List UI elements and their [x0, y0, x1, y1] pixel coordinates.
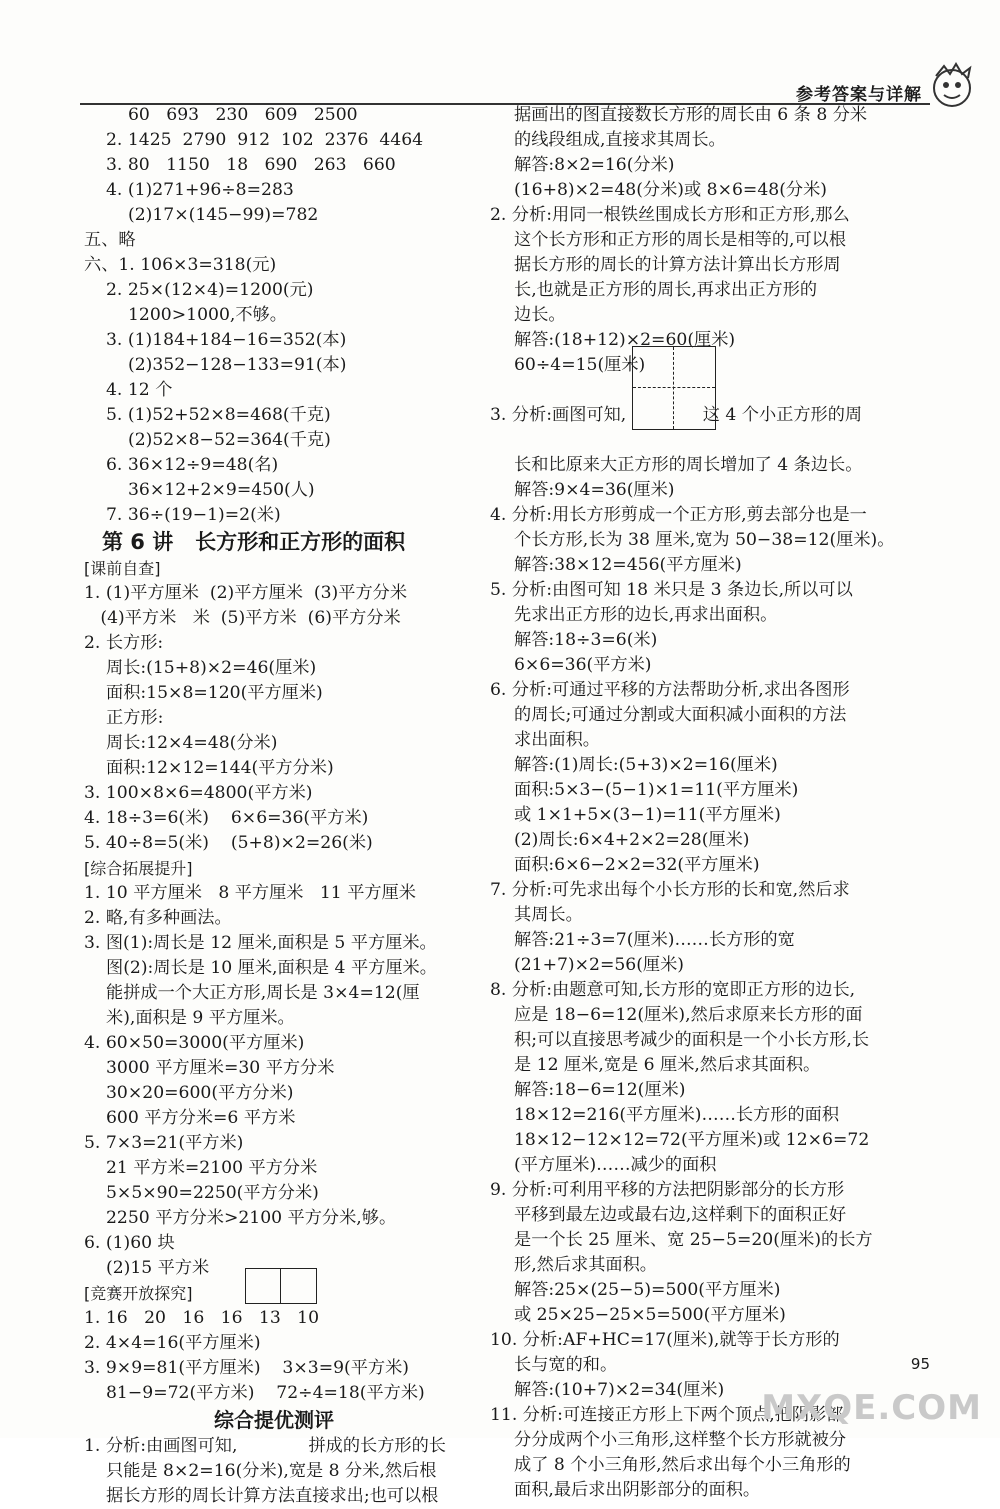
right-column-line: 解答:(10+7)×2=34(厘米)	[514, 1380, 725, 1400]
right-column-line: 形,然后求其面积。	[514, 1255, 657, 1275]
left-column-line: 面积:12×12=144(平方分米)	[106, 758, 334, 778]
right-column-line: 是一个长 25 厘米、宽 25−5=20(厘米)的长方	[514, 1230, 873, 1250]
right-column-line: 解答:9×4=36(厘米)	[514, 480, 675, 500]
left-column-line: 3. 80 1150 18 690 263 660	[106, 155, 396, 175]
right-column-line: 长与宽的和。	[514, 1355, 618, 1375]
right-column-line: 成了 8 个小三角形,然后求出每个小三角形的	[514, 1455, 851, 1475]
left-column-line: 2. 4×4=16(平方厘米)	[84, 1333, 261, 1353]
left-column-line: 米),面积是 9 平方厘米。	[106, 1008, 295, 1028]
left-column-line: 5. 7×3=21(平方米)	[84, 1133, 244, 1153]
right-column-line: 9. 分析:可利用平移的方法把阴影部分的长方形	[490, 1180, 845, 1200]
right-column-line: 18×12−12×12=72(平方厘米)或 12×6=72	[514, 1130, 870, 1150]
left-column-line: [课前自查]	[84, 559, 161, 578]
right-column-line: 2. 分析:用同一根铁丝围成长方形和正方形,那么	[490, 205, 850, 225]
left-column-line: 1. (1)平方厘米 (2)平方厘米 (3)平方分米	[84, 583, 408, 603]
left-column-line: 3. 9×9=81(平方厘米) 3×3=9(平方米)	[84, 1358, 410, 1378]
left-column-line: 5. (1)52+52×8=468(千克)	[106, 405, 331, 425]
left-column-line: 2. 长方形:	[84, 633, 164, 653]
left-column-line: 81−9=72(平方米) 72÷4=18(平方米)	[106, 1383, 425, 1403]
right-column-line: 解答:8×2=16(分米)	[514, 155, 675, 175]
left-column-line: (4)平方米 米 (5)平方米 (6)平方分米	[84, 608, 401, 628]
left-column-line: 1200>1000,不够。	[128, 305, 287, 325]
left-column-line: 5×5×90=2250(平方分米)	[106, 1183, 319, 1203]
right-column-line: 18×12=216(平方厘米)……长方形的面积	[514, 1105, 840, 1125]
right-column-line: 10. 分析:AF+HC=17(厘米),就等于长方形的	[490, 1330, 840, 1350]
left-column-line: 30×20=600(平方分米)	[106, 1083, 294, 1103]
left-column-line: 7. 36÷(19−1)=2(米)	[106, 505, 281, 525]
right-column-line: 的周长;可通过分割或大面积减小面积的方法	[514, 705, 847, 725]
right-column-line: 7. 分析:可先求出每个小长方形的长和宽,然后求	[490, 880, 850, 900]
right-column-line: 解答:(1)周长:(5+3)×2=16(厘米)	[514, 755, 778, 775]
right-column-line: 60÷4=15(厘米)	[514, 355, 646, 375]
right-column-line: 据画出的图直接数长方形的周长由 6 条 8 分米	[514, 105, 868, 125]
header-title: 参考答案与详解	[796, 85, 922, 105]
right-column-line: 积;可以直接思考减少的面积是一个小长方形,长	[514, 1030, 870, 1050]
left-column-line: 5. 40÷8=5(米) (5+8)×2=26(米)	[84, 833, 373, 853]
left-column-line: 1. 10 平方厘米 8 平方厘米 11 平方厘米	[84, 883, 416, 903]
left-column-line: 4. 18÷3=6(米) 6×6=36(平方米)	[84, 808, 369, 828]
left-column-line: 六、1. 106×3=318(元)	[84, 255, 277, 275]
right-column-line: (2)周长:6×4+2×2=28(厘米)	[514, 830, 750, 850]
left-column-line: 36×12+2×9=450(人)	[128, 480, 315, 500]
left-column-line: 综合提优测评	[214, 1408, 334, 1432]
right-column-line: 面积:6×6−2×2=32(平方厘米)	[514, 855, 760, 875]
watermark: MXQE.COM	[761, 1388, 982, 1428]
right-column-line: (16+8)×2=48(分米)或 8×6=48(分米)	[514, 180, 827, 200]
right-column-line: 分分成两个小三角形,这样整个长方形就被分	[514, 1430, 847, 1450]
left-column-line: 周长:12×4=48(分米)	[106, 733, 278, 753]
mascot-icon	[924, 58, 980, 114]
left-column-line: 周长:(15+8)×2=46(厘米)	[106, 658, 317, 678]
left-column-line: 60 693 230 609 2500	[128, 105, 358, 125]
right-column-line: 5. 分析:由图可知 18 米只是 3 条边长,所以可以	[490, 580, 853, 600]
right-column-line: 面积:5×3−(5−1)×1=11(平方厘米)	[514, 780, 799, 800]
left-column-line: (2)52×8−52=364(千克)	[128, 430, 331, 450]
left-column-line: 面积:15×8=120(平方厘米)	[106, 683, 323, 703]
right-column-line: 其周长。	[514, 905, 583, 925]
left-column-line: 3000 平方厘米=30 平方分米	[106, 1058, 335, 1078]
left-column-line: 4. 12 个	[106, 380, 173, 400]
left-column-line: 五、略	[84, 230, 136, 250]
left-column-line: 图(2):周长是 10 厘米,面积是 4 平方厘米。	[106, 958, 437, 978]
left-column-line: (2)15 平方米	[106, 1258, 210, 1278]
left-column-line: 能拼成一个大正方形,周长是 3×4=12(厘	[106, 983, 420, 1003]
right-column-line: 先求出正方形的边长,再求出面积。	[514, 605, 778, 625]
left-column-line: 21 平方米=2100 平方分米	[106, 1158, 318, 1178]
right-column-line: 面积,最后求出阴影部分的面积。	[514, 1480, 761, 1500]
right-column-line: 11. 分析:可连接正方形上下两个顶点,把阴影部	[490, 1405, 844, 1425]
right-column-line: 的线段组成,直接求其周长。	[514, 130, 726, 150]
left-column-line: 4. (1)271+96÷8=283	[106, 180, 294, 200]
left-column-line: 3. 图(1):周长是 12 厘米,面积是 5 平方厘米。	[84, 933, 437, 953]
right-column-line: 4. 分析:用长方形剪成一个正方形,剪去部分也是一	[490, 505, 867, 525]
right-column-line	[490, 428, 895, 453]
four-square-figure	[632, 346, 716, 430]
left-column-line: [综合拓展提升]	[84, 859, 193, 878]
left-column-line: 6. 36×12÷9=48(名)	[106, 455, 279, 475]
left-column-line: 1. 16 20 16 16 13 10	[84, 1308, 320, 1328]
two-square-rectangle-figure	[245, 1268, 317, 1304]
right-column-line: 长,也就是正方形的周长,再求出正方形的	[514, 280, 818, 300]
right-column-line: (平方厘米)……减少的面积	[514, 1155, 717, 1175]
right-column-line: 6. 分析:可通过平移的方法帮助分析,求出各图形	[490, 680, 850, 700]
right-column-line: (21+7)×2=56(厘米)	[514, 955, 685, 975]
left-column-line: [竞赛开放探究]	[84, 1284, 193, 1303]
right-column	[490, 103, 895, 1503]
left-column-line: 据长方形的周长计算方法直接求出;也可以根	[106, 1486, 439, 1506]
right-column-line: 解答:18−6=12(厘米)	[514, 1080, 686, 1100]
right-column-line: 8. 分析:由题意可知,长方形的宽即正方形的边长,	[490, 980, 856, 1000]
left-column-line: 正方形:	[106, 708, 164, 728]
right-column-line: 解答:38×12=456(平方厘米)	[514, 555, 742, 575]
page-number: 95	[910, 1355, 930, 1373]
right-column-line: 解答:(18+12)×2=60(厘米)	[514, 330, 736, 350]
right-column-line: 或 25×25−25×5=500(平方厘米)	[514, 1305, 786, 1325]
left-column-line: 2. 25×(12×4)=1200(元)	[106, 280, 314, 300]
right-column-line: 求出面积。	[514, 730, 600, 750]
right-column-line: 据长方形的周长的计算方法计算出长方形周	[514, 255, 841, 275]
left-column-line: 3. 100×8×6=4800(平方米)	[84, 783, 313, 803]
left-column-line: (2)352−128−133=91(本)	[128, 355, 347, 375]
right-column-line: 解答:21÷3=7(厘米)……长方形的宽	[514, 930, 795, 950]
left-column-line: 第 6 讲 长方形和正方形的面积	[102, 530, 406, 554]
left-column-line: 2250 平方分米>2100 平方分米,够。	[106, 1208, 397, 1228]
right-column-line: 6×6=36(平方米)	[514, 655, 652, 675]
left-column-line: 600 平方分米=6 平方米	[106, 1108, 296, 1128]
right-column-line: 解答:18÷3=6(米)	[514, 630, 658, 650]
right-column-line: 长和比原来大正方形的周长增加了 4 条边长。	[514, 455, 863, 475]
right-column-line: 3. 分析:画图可知, 这 4 个小正方形的周	[490, 405, 863, 425]
right-column-line: 这个长方形和正方形的周长是相等的,可以根	[514, 230, 847, 250]
right-column-line: 边长。	[514, 305, 566, 325]
left-column-line: 只能是 8×2=16(分米),宽是 8 分米,然后根	[106, 1461, 437, 1481]
left-column-line: (2)17×(145−99)=782	[128, 205, 319, 225]
left-column-line: 4. 60×50=3000(平方厘米)	[84, 1033, 305, 1053]
right-column-line: 平移到最左边或最右边,这样剩下的面积正好	[514, 1205, 847, 1225]
left-column-line: 2. 1425 2790 912 102 2376 4464	[106, 130, 424, 150]
right-column-line: 个长方形,长为 38 厘米,宽为 50−38=12(厘米)。	[514, 530, 895, 550]
left-column-line: 3. (1)184+184−16=352(本)	[106, 330, 347, 350]
right-column-line: 应是 18−6=12(厘米),然后求原来长方形的面	[514, 1005, 863, 1025]
left-column-line: 6. (1)60 块	[84, 1233, 175, 1253]
right-column-line: 是 12 厘米,宽是 6 厘米,然后求其面积。	[514, 1055, 821, 1075]
right-column-line: 解答:25×(25−5)=500(平方厘米)	[514, 1280, 781, 1300]
left-column-line: 1. 分析:由画图可知, 拼成的长方形的长	[84, 1436, 446, 1456]
right-column-line: 或 1×1+5×(3−1)=11(平方厘米)	[514, 805, 781, 825]
left-column-line: 2. 略,有多种画法。	[84, 908, 232, 928]
